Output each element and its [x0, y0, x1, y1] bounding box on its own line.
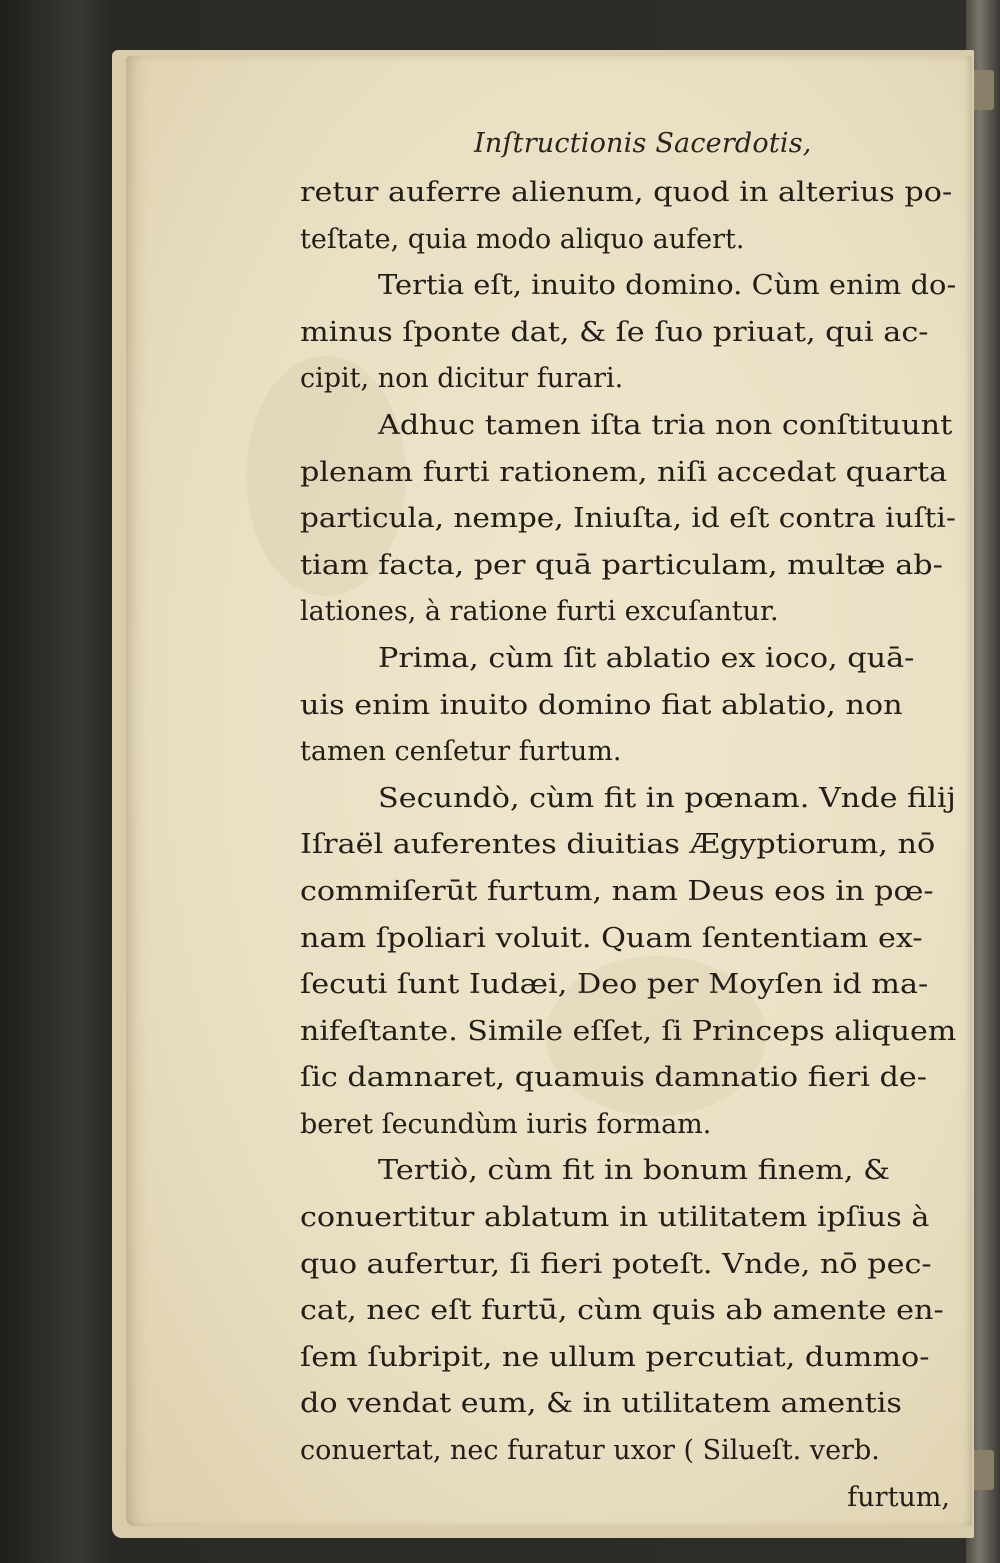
- text-line: teſtate, quia modo aliquo aufert.: [300, 223, 745, 255]
- text-line: Tertia eſt, inuito domino. Cùm enim do-: [378, 270, 957, 302]
- text-line: Adhuc tamen iſta tria non conſtituunt: [378, 409, 953, 441]
- text-line: Prima, cùm ſit ablatio ex ioco, quā-: [378, 642, 915, 674]
- text-line: tiam facta, per quā particulam, multæ ab-: [300, 549, 943, 581]
- text-line: retur auferre alienum, quod in alterius po-: [300, 177, 953, 208]
- text-line: ſem ſubripit, ne ullum percutiat, dummo-: [300, 1341, 930, 1373]
- text-line: minus ſponte dat, & ſe ſuo priuat, qui ac-: [300, 316, 929, 348]
- body-text: [300, 170, 960, 1521]
- running-head: Inſtructionis Sacerdotis,: [474, 128, 812, 159]
- text-line: conuertitur ablatum in utilitatem ipſius à: [300, 1202, 930, 1234]
- text-line: beret ſecundùm iuris formam.: [300, 1108, 712, 1140]
- text-line: cat, nec eſt furtū, cùm quis ab amente en-: [300, 1295, 944, 1327]
- text-line: cipit, non dicitur furari.: [300, 363, 624, 395]
- text-line: ſic damnaret, quamuis damnatio fieri de-: [300, 1062, 928, 1094]
- text-line: do vendat eum, & in utilitatem amentis: [300, 1388, 902, 1420]
- binding-tab: [972, 1450, 994, 1490]
- text-line: lationes, à ratione furti excuſantur.: [300, 596, 779, 628]
- text-line: particula, nempe, Iniuſta, id eſt contra iuſti-: [300, 503, 956, 535]
- text-line: tamen cenſetur furtum.: [300, 736, 622, 768]
- text-line: conuertat, nec furatur uxor ( Silueſt. verb.: [300, 1435, 880, 1467]
- text-line: quo aufertur, ſi fieri poteſt. Vnde, nō pec-: [300, 1248, 932, 1280]
- text-line: Tertiò, cùm fit in bonum finem, &: [378, 1155, 890, 1187]
- binding-tab: [972, 70, 994, 110]
- catchword: furtum,: [847, 1481, 950, 1513]
- text-line: plenam furti rationem, niſi accedat quarta: [300, 456, 948, 488]
- text-line: nifeſtante. Simile eſſet, ſi Princeps aliquem: [300, 1015, 957, 1047]
- text-line: nam ſpoliari voluit. Quam ſententiam ex-: [300, 922, 923, 954]
- text-line: commiſerūt furtum, nam Deus eos in pœ-: [300, 875, 934, 907]
- text-line: ſecuti ſunt Iudæi, Deo per Moyſen id ma-: [300, 969, 929, 1001]
- text-line: Secundò, cùm fit in pœnam. Vnde filij: [378, 782, 956, 814]
- text-line: uis enim inuito domino fiat ablatio, non: [300, 689, 903, 721]
- text-line: Iſraël auferentes diuitias Ægyptiorum, nō: [300, 829, 936, 861]
